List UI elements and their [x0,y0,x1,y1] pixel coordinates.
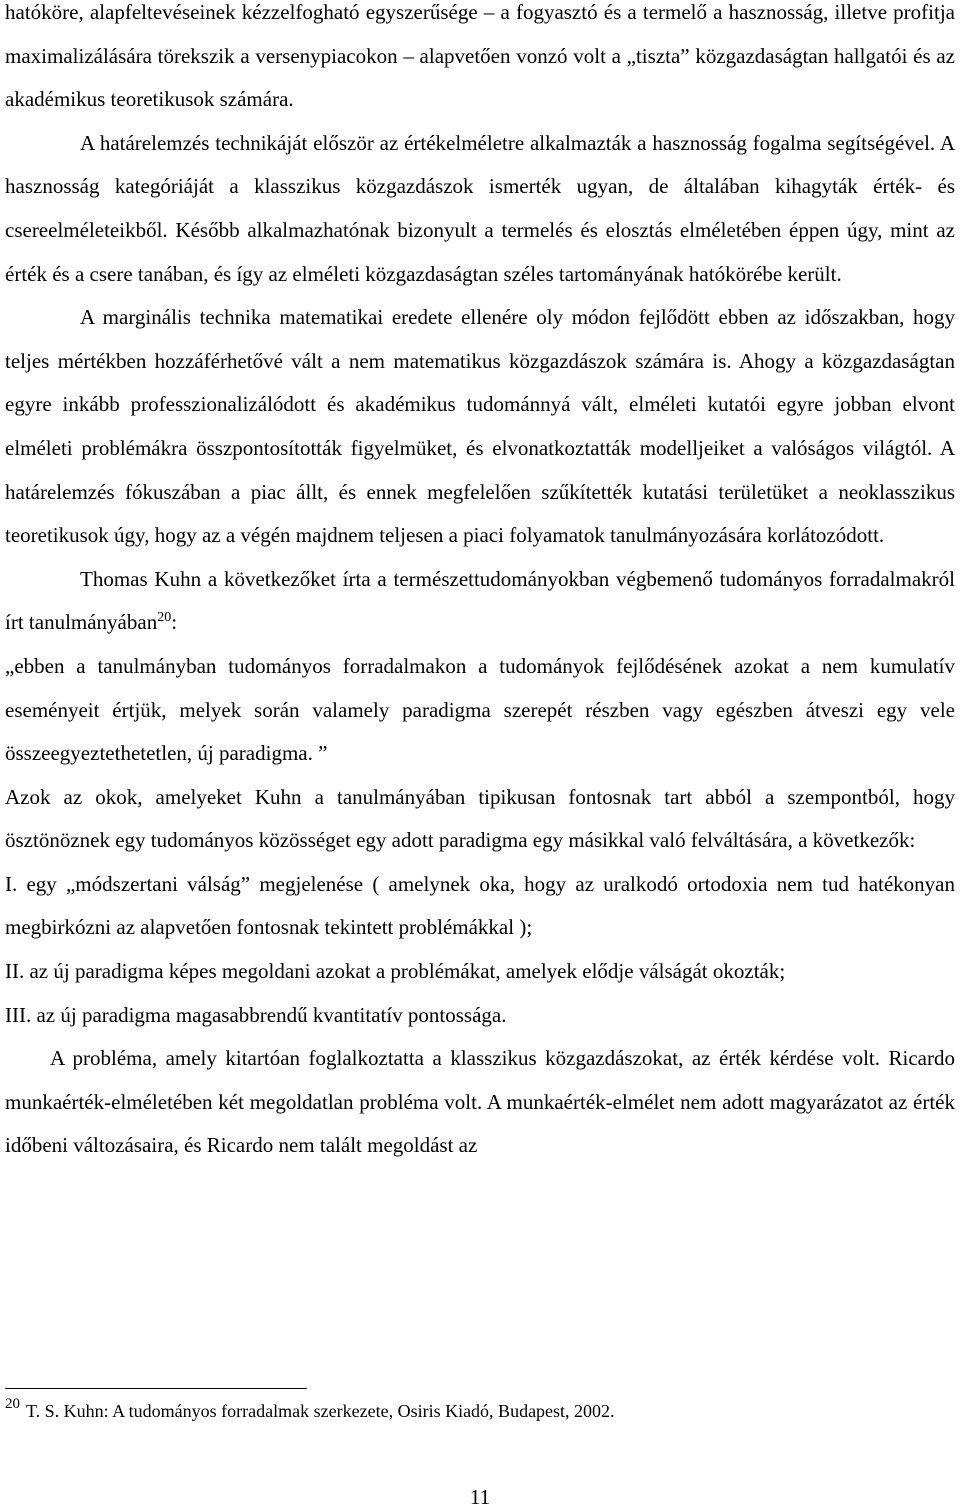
paragraph-reasons: Azok az okok, amelyeket Kuhn a tanulmányában tipikusan fontosnak tart abból a szempontból, hogy ösztönöznek egy tudományos közösséget egy adott paradigma egy másikkal való felváltására, a következők: [5,784,955,853]
paragraph-kuhn-intro [5,558,955,645]
list-item-3: III. az új paradigma magasabbrendű kvantitatív pontossága. [5,1002,507,1027]
paragraph-marginal-technique: A marginális technika matematikai eredete ellenére oly módon fejlődött ebben az időszakban, hogy teljes mértékben hozzáférhetővé vált a nem matematikus közgazdászok számára is. Ahogy a közgazdaságtan egyre inkább professzionalizálódott és akadémikus tudománnyá vált, elméleti kutatói egyre jobban elvont elméleti problémákra összpontosították figyelmüket, és elvonatkoztatták modelljeiket a valóságos világtól. A határelemzés fókuszában a piac állt, és ennek megfelelően szűkítették kutatási területüket a neoklasszikus teoretikusok úgy, hogy az a végén majdnem teljesen a piaci folyamatok tanulmányozására korlátozódott. [5,305,955,548]
paragraph-marginal-analysis: A határelemzés technikáját először az értékelméletre alkalmazták a hasznosság fogalma segítségével. A hasznosság kategóriáját a klasszikus közgazdászok ismerték ugyan, de általában kihagyták érték- és csereelméleteikből. Később alkalmazhatónak bizonyult a termelés és elosztás elméletében éppen úgy, mint az érték és a csere tanában, és így az elméleti közgazdaságtan széles tartományának hatókörébe került. [5,130,955,286]
paragraph-continuation: hatóköre, alapfeltevéseinek kézzelfogható egyszerűsége – a fogyasztó és a termelő a hasznosság, illetve profitja maximalizálására törekszik a versenypiacokon – alapvetően vonzó volt a „tiszta” közgazdaságtan hallgatói és az akadémikus teoretikusok számára. [5,0,955,112]
paragraph-value-problem: A probléma, amely kitartóan foglalkoztatta a klasszikus közgazdászokat, az érték kérdése volt. Ricardo munkaérték-elméletében két megoldatlan probléma volt. A munkaérték-elmélet nem adott magyarázatot az érték időbeni változásaira, és Ricardo nem talált megoldást az [5,1046,955,1158]
page-body [5,0,955,1168]
footnote [5,1396,955,1426]
kuhn-intro-colon: : [171,610,178,635]
kuhn-quote: „ebben a tanulmányban tudományos forradalmakon a tudományok fejlődésének azokat a nem kumulatív eseményeit értjük, melyek során valamely paradigma szerepét részben vagy egészben átveszi egy vele összeegyeztethetetlen, új paradigma. ” [5,653,955,766]
list-item-1: I. egy „módszertani válság” megjelenése ( amelynek oka, hogy az uralkodó ortodoxia nem tud hatékonyan megbirkózni az alapvetően fontosnak tekintett problémákkal ); [5,871,955,940]
footnote-number: 20 [5,1396,20,1412]
footnote-reference: 20 [157,610,172,626]
kuhn-intro-text: Thomas Kuhn a következőket írta a természettudományokban végbemenő tudományos forradalmakról írt tanulmányában [5,566,955,635]
footnote-separator [5,1388,307,1389]
footnote-text: T. S. Kuhn: A tudományos forradalmak szerkezete, Osiris Kiadó, Budapest, 2002. [26,1401,615,1421]
list-item-2: II. az új paradigma képes megoldani azokat a problémákat, amelyek elődje válságát okozták; [5,959,786,984]
page-number: 11 [469,1485,491,1509]
